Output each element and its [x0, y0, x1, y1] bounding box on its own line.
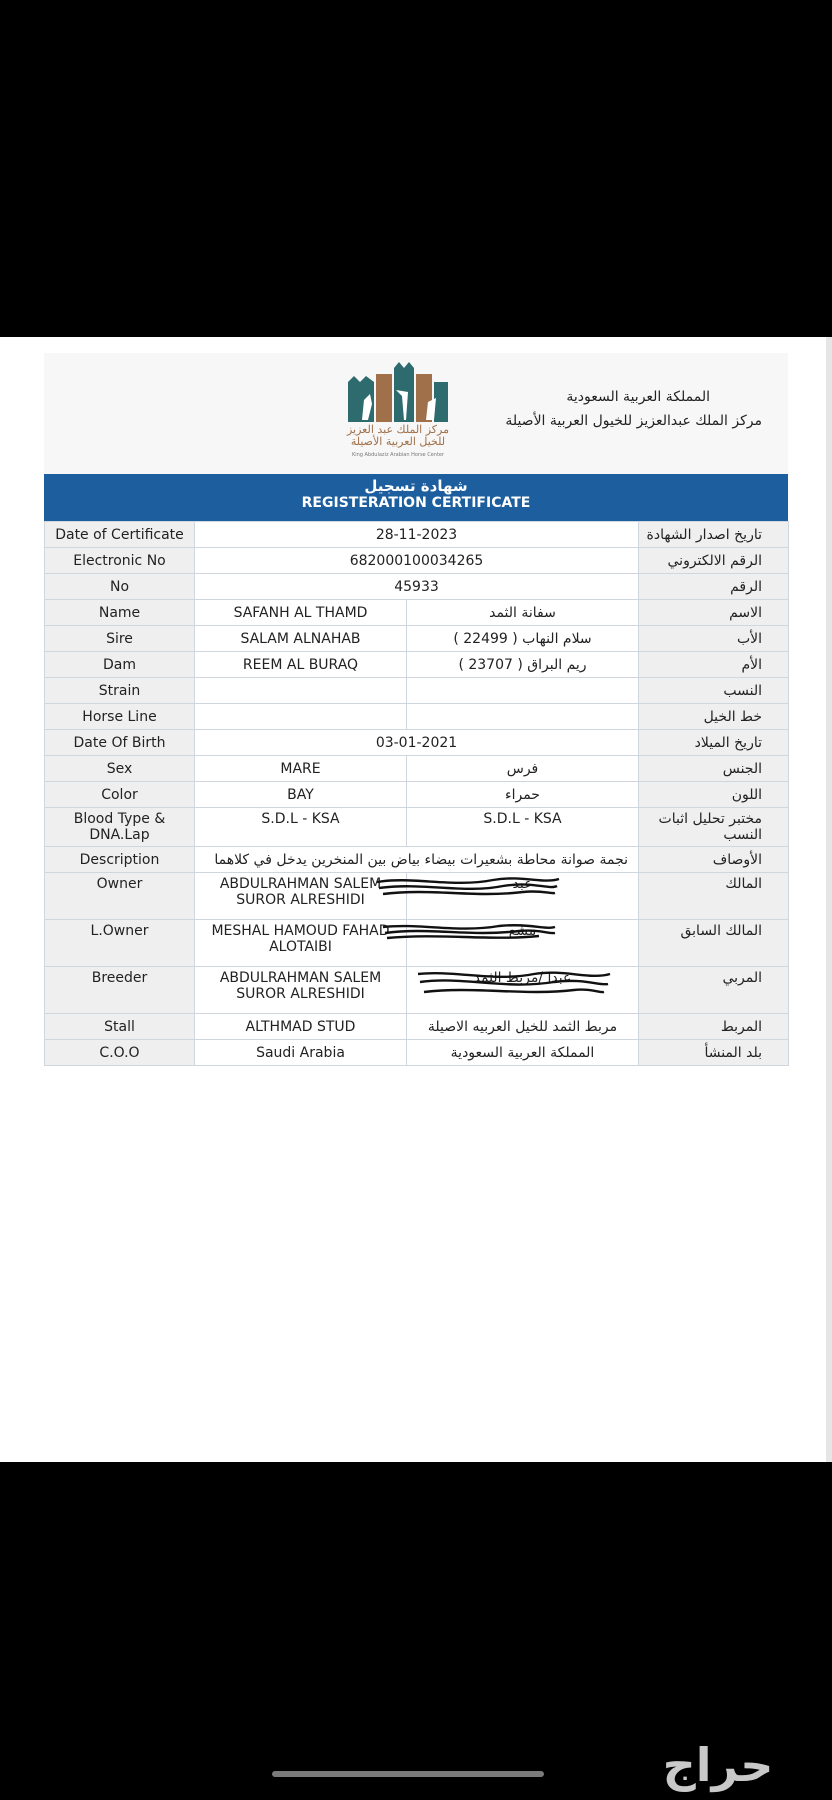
- row-no: [45, 574, 789, 600]
- label-breeder: Breeder: [45, 967, 195, 1014]
- value-ar-sire: سلام النهاب ( 22499 ): [407, 626, 639, 652]
- value-ar-last-owner-redacted: [407, 920, 639, 967]
- label-ar-owner: المالك: [639, 873, 789, 920]
- value-ar-color: حمراء: [407, 782, 639, 808]
- label-electronic-no: Electronic No: [45, 548, 195, 574]
- row-last-owner: [45, 920, 789, 967]
- label-dam: Dam: [45, 652, 195, 678]
- label-ar-sex: الجنس: [639, 756, 789, 782]
- value-description: نجمة صوانة محاطة بشعيرات بيضاء بياض بين المنخرين يدخل في كلاهما: [195, 847, 639, 873]
- label-ar-electronic-no: الرقم الالكتروني: [639, 548, 789, 574]
- value-en-last-owner: [195, 920, 407, 967]
- label-ar-last-owner: المالك السابق: [639, 920, 789, 967]
- value-en-breeder: [195, 967, 407, 1014]
- row-dam: [45, 652, 789, 678]
- value-en-stall: ALTHMAD STUD: [195, 1014, 407, 1040]
- value-en-sire: SALAM ALNAHAB: [195, 626, 407, 652]
- redaction-scribble-last-owner: [509, 923, 536, 939]
- row-sex: [45, 756, 789, 782]
- label-blood-type-line2: DNA.Lap: [89, 827, 150, 843]
- certificate-table: [44, 521, 789, 1066]
- value-en-horse-line: [195, 704, 407, 730]
- label-ar-breeder: المربي: [639, 967, 789, 1014]
- value-en-color: BAY: [195, 782, 407, 808]
- value-en-sex: MARE: [195, 756, 407, 782]
- row-date-of-certificate: [45, 522, 789, 548]
- row-breeder: [45, 967, 789, 1014]
- row-owner: [45, 873, 789, 920]
- value-ar-breeder-redacted: [407, 967, 639, 1014]
- certificate-title-english: REGISTERATION CERTIFICATE: [301, 495, 531, 511]
- label-description: Description: [45, 847, 195, 873]
- row-color: [45, 782, 789, 808]
- value-en-last-owner-line1: MESHAL HAMOUD FAHAD: [211, 923, 390, 939]
- label-ar-blood-type: [639, 808, 789, 847]
- value-ar-owner-visible: عبد: [512, 876, 533, 892]
- label-sex: Sex: [45, 756, 195, 782]
- center-name: مركز الملك عبدالعزيز للخيول العربية الأصيلة: [505, 413, 762, 429]
- label-ar-strain: النسب: [639, 678, 789, 704]
- label-blood-type-line1: Blood Type &: [73, 811, 166, 827]
- row-electronic-no: [45, 548, 789, 574]
- label-no: No: [45, 574, 195, 600]
- label-ar-date-of-certificate: تاريخ اصدار الشهادة: [639, 522, 789, 548]
- label-blood-type: [45, 808, 195, 847]
- label-ar-blood-type-line2: النسب: [723, 827, 762, 843]
- label-owner: Owner: [45, 873, 195, 920]
- label-ar-coo: بلد المنشأ: [639, 1040, 789, 1066]
- scribble-mark-icon: [373, 874, 563, 902]
- value-ar-horse-line: [407, 704, 639, 730]
- row-sire: [45, 626, 789, 652]
- scribble-mark-icon: [414, 968, 614, 1000]
- label-date-of-certificate: Date of Certificate: [45, 522, 195, 548]
- value-date-of-birth: 03-01-2021: [195, 730, 639, 756]
- value-date-of-certificate: 28-11-2023: [195, 522, 639, 548]
- label-ar-stall: المربط: [639, 1014, 789, 1040]
- label-date-of-birth: Date Of Birth: [45, 730, 195, 756]
- redaction-scribble-owner: [513, 876, 533, 892]
- label-last-owner: L.Owner: [45, 920, 195, 967]
- value-en-strain: [195, 678, 407, 704]
- label-ar-date-of-birth: تاريخ الميلاد: [639, 730, 789, 756]
- value-en-breeder-line1: ABDULRAHMAN SALEM: [219, 970, 382, 986]
- value-en-name: SAFANH AL THAMD: [195, 600, 407, 626]
- value-ar-coo: المملكة العربية السعودية: [407, 1040, 639, 1066]
- row-stall: [45, 1014, 789, 1040]
- value-en-breeder-line2: SUROR ALRESHIDI: [236, 986, 365, 1002]
- haraj-watermark: حراج: [662, 1738, 774, 1792]
- label-ar-sire: الأب: [639, 626, 789, 652]
- page-edge: [826, 337, 832, 1462]
- row-name: [45, 600, 789, 626]
- label-name: Name: [45, 600, 195, 626]
- row-description: [45, 847, 789, 873]
- value-electronic-no: 682000100034265: [195, 548, 639, 574]
- label-ar-description: الأوصاف: [639, 847, 789, 873]
- value-ar-strain: [407, 678, 639, 704]
- row-strain: [45, 678, 789, 704]
- label-stall: Stall: [45, 1014, 195, 1040]
- value-ar-name: سفانة الثمد: [407, 600, 639, 626]
- logo-arabic-line2: للخيل العربية الأصيلة: [350, 435, 446, 448]
- label-coo: C.O.O: [45, 1040, 195, 1066]
- row-blood-type: [45, 808, 789, 847]
- value-en-last-owner-line2: ALOTAIBI: [269, 939, 332, 955]
- value-ar-stall: مربط الثمد للخيل العربيه الاصيلة: [407, 1014, 639, 1040]
- label-ar-name: الاسم: [639, 600, 789, 626]
- value-en-coo: Saudi Arabia: [195, 1040, 407, 1066]
- value-ar-breeder-visible: عبدا /مربط الثمد: [473, 970, 572, 986]
- value-en-dam: REEM AL BURAQ: [195, 652, 407, 678]
- label-ar-horse-line: خط الخيل: [639, 704, 789, 730]
- label-horse-line: Horse Line: [45, 704, 195, 730]
- certificate-title-arabic: شهادة تسجيل: [364, 477, 468, 495]
- value-ar-last-owner-visible: مشع: [508, 923, 537, 939]
- value-ar-sex: فرس: [407, 756, 639, 782]
- row-date-of-birth: [45, 730, 789, 756]
- label-ar-dam: الأم: [639, 652, 789, 678]
- home-indicator[interactable]: [272, 1771, 544, 1777]
- label-ar-color: اللون: [639, 782, 789, 808]
- certificate-title-bar: [44, 474, 788, 521]
- value-en-owner-line2: SUROR ALRESHIDI: [236, 892, 365, 908]
- kingdom-name: المملكة العربية السعودية: [566, 389, 710, 405]
- value-en-blood-type: S.D.L - KSA: [195, 808, 407, 847]
- value-ar-dam: ريم البراق ( 23707 ): [407, 652, 639, 678]
- value-ar-owner-redacted: [407, 873, 639, 920]
- logo-arabic-name: [342, 424, 454, 448]
- value-ar-blood-type: S.D.L - KSA: [407, 808, 639, 847]
- logo-arabic-line1: مركز الملك عبد العزيز: [346, 423, 449, 436]
- label-ar-no: الرقم: [639, 574, 789, 600]
- value-no: 45933: [195, 574, 639, 600]
- label-strain: Strain: [45, 678, 195, 704]
- logo-english-name: King Abdulaziz Arabian Horse Center: [351, 452, 445, 458]
- label-sire: Sire: [45, 626, 195, 652]
- value-en-owner-line1: ABDULRAHMAN SALEM: [219, 876, 382, 892]
- row-horse-line: [45, 704, 789, 730]
- redaction-scribble-breeder: [474, 970, 572, 986]
- row-coo: [45, 1040, 789, 1066]
- label-ar-blood-type-line1: مختبر تحليل اثبات: [658, 811, 762, 827]
- label-color: Color: [45, 782, 195, 808]
- scribble-mark-icon: [379, 921, 559, 943]
